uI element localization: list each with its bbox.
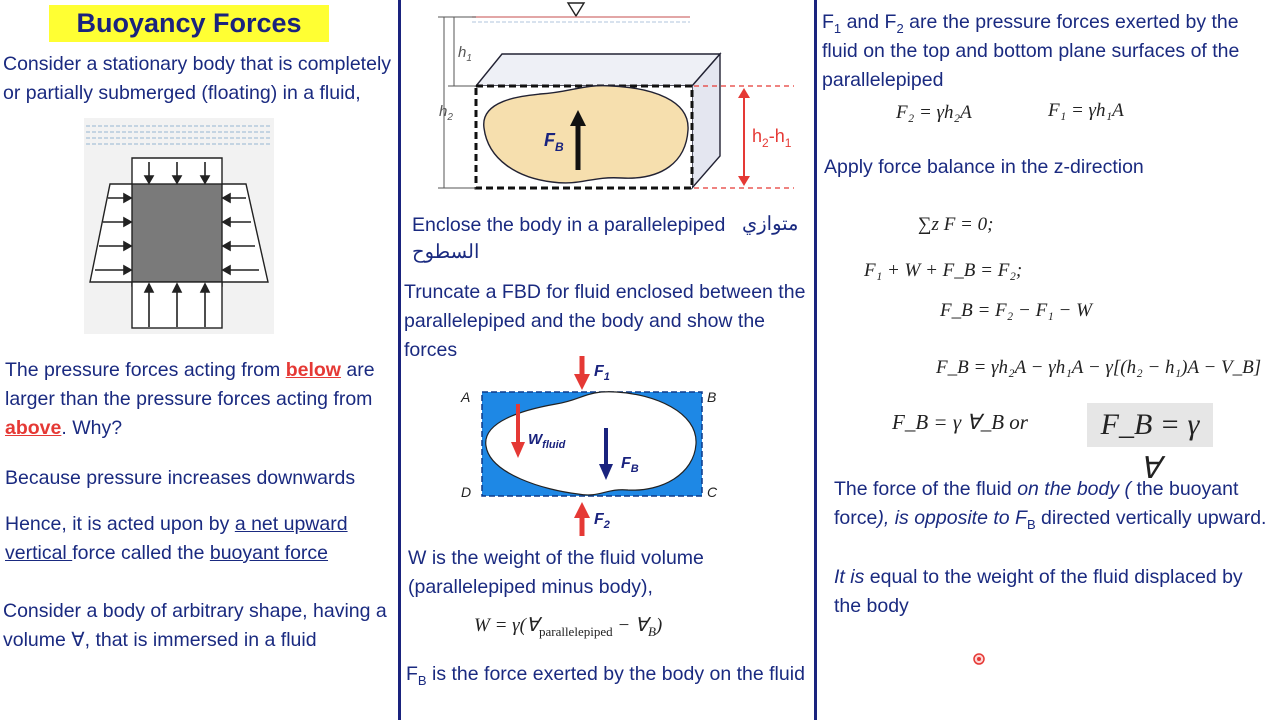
weight-line-2: (parallelepiped minus body),: [408, 576, 653, 598]
arabic-term-2: السطوح: [412, 241, 480, 263]
svg-text:h1: $h_1$: [458, 44, 472, 64]
weight-line-1: W is the weight of the fluid volume: [408, 547, 704, 569]
truncate-line-3: forces: [404, 339, 458, 361]
truncate-line-2: parallelepiped and the body and show the: [404, 310, 766, 332]
equation-sum: ∑z F = 0;: [918, 214, 994, 235]
pressure-forces-line-1: $F_1$ and $F_2$ are the pressure forces exerted by the: [822, 11, 1239, 36]
displaced-line-1: It is equal to the weight of the fluid displaced by: [834, 566, 1243, 588]
equation-balance: F₁ + W + F_B = F₂;: [864, 260, 1023, 281]
parallelepiped-diagram: [422, 0, 802, 196]
apply-balance-text: Apply force balance in the z-direction: [824, 156, 1144, 178]
free-surface-symbol: [568, 3, 584, 16]
pointer-dot-icon: [972, 652, 986, 666]
hence-line-2: vertical force called the buoyant force: [5, 542, 329, 564]
equation-fb-3: F_B = γ ∀_B or: [892, 410, 1028, 434]
svg-text:F1: $F_1$: [594, 363, 610, 383]
consider-line-1: Consider a body of arbitrary shape, having a: [3, 600, 387, 622]
svg-text:FB: $F_B$: [544, 130, 564, 154]
svg-text:h2: $h_2$: [439, 103, 453, 123]
free-body-diagram: [456, 354, 728, 540]
pressure-text-line-2: larger than the pressure forces acting from: [5, 388, 373, 410]
intro-line-2: or partially submerged (floating) in a fluid,: [3, 82, 361, 104]
pressure-forces-line-3: parallelepiped: [822, 69, 944, 91]
because-text: Because pressure increases downwards: [5, 467, 356, 489]
submerged-block: [132, 184, 222, 282]
boxed-equation: F_B = γ ∀: [1087, 403, 1213, 447]
pressure-forces-line-2: fluid on the top and bottom plane surfaces of the: [822, 40, 1240, 62]
below-keyword: below: [285, 359, 341, 381]
truncate-line-1: Truncate a FBD for fluid enclosed between the: [404, 281, 806, 303]
intro-line-1: Consider a stationary body that is completely: [3, 53, 392, 75]
pressure-text-line-1: The pressure forces acting from below are: [5, 359, 375, 381]
svg-text:F2: $F_2$: [594, 511, 610, 531]
weight-equation: $W = \gamma(\forall_{parallelepiped}$ − $\forall_B$): [474, 615, 663, 639]
fb-definition-text: $F_B$ is the force exerted by the body on the fluid: [406, 663, 805, 688]
divider-left: [398, 0, 401, 720]
svg-text:C: C: [707, 484, 718, 500]
hence-line-1: Hence, it is acted upon by a net upward: [5, 513, 348, 535]
displaced-line-2: the body: [834, 595, 909, 617]
enclose-text: Enclose the body in a parallelepiped: [412, 214, 726, 236]
svg-text:B: B: [707, 389, 717, 405]
equation-fb-1: F_B = F₂ − F₁ − W: [940, 300, 1092, 321]
equation-f1: F₁ = γh₁A: [1048, 100, 1124, 121]
svg-text:FB: $F_B$: [621, 455, 639, 475]
equation-f2: F₂ = γh₂A: [896, 102, 972, 123]
equation-fb-2: F_B = γh₂A − γh₁A − γ[(h₂ − h₁)A − V_B]: [936, 357, 1262, 378]
pressure-text-line-3: above. Why?: [5, 417, 123, 439]
conclusion-line-2: force), is opposite to $F_B$ directed vertically upward.: [834, 507, 1267, 532]
arabic-term-1: متوازي: [742, 213, 799, 235]
svg-text:A: A: [461, 389, 471, 405]
pressure-on-block-diagram: [84, 118, 274, 334]
above-keyword: above: [5, 417, 62, 439]
consider-line-2: volume ∀, that is immersed in a fluid: [3, 629, 317, 651]
svg-text:D: D: [461, 484, 472, 500]
conclusion-line-1: The force of the fluid on the body ( the buoyant: [834, 478, 1239, 500]
svg-text:Wfluid: $W_{fluid}$: [528, 431, 566, 451]
divider-right: [814, 0, 817, 720]
body-shape: [484, 86, 688, 183]
page-title: Buoyancy Forces: [49, 5, 329, 42]
svg-text:h2-h1: $h_2-h_1$: [752, 126, 792, 150]
